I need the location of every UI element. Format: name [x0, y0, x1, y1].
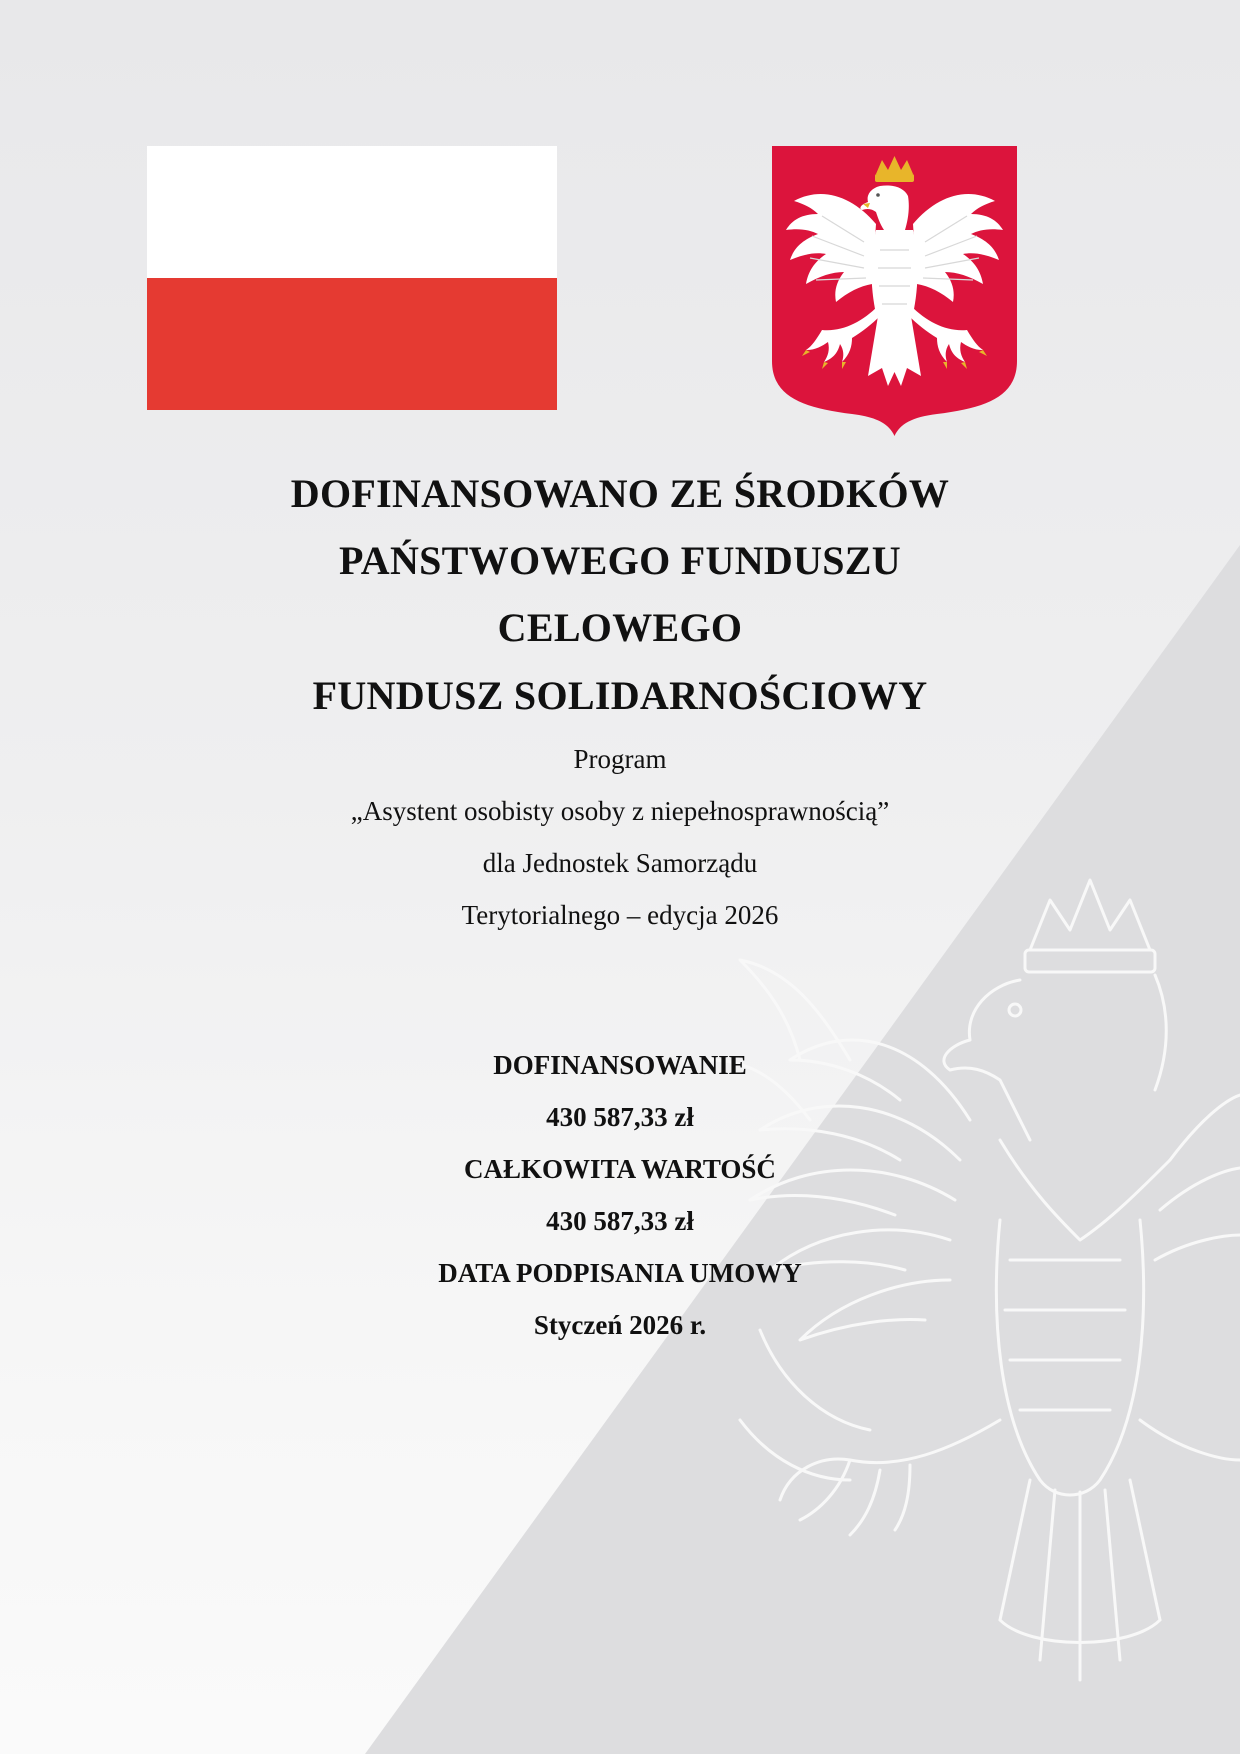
polish-flag-icon — [147, 146, 557, 410]
signing-date-value: Styczeń 2026 r. — [533, 1310, 707, 1340]
program-label: Program — [573, 744, 667, 774]
title-line-1: DOFINANSOWANO ZE ŚRODKÓW — [290, 471, 950, 516]
eagle-watermark-icon — [700, 860, 1240, 1754]
title-line-4: FUNDUSZ SOLIDARNOŚCIOWY — [312, 673, 928, 718]
funding-label: DOFINANSOWANIE — [493, 1050, 747, 1080]
flag-red-stripe — [147, 278, 557, 410]
total-value-amount: 430 587,33 zł — [546, 1206, 694, 1236]
total-value-label: CAŁKOWITA WARTOŚĆ — [464, 1154, 776, 1184]
program-line-3: dla Jednostek Samorządu — [482, 848, 758, 878]
signing-date-label: DATA PODPISANIA UMOWY — [438, 1258, 802, 1288]
program-name: „Asystent osobisty osoby z niepełnosprawnością” — [350, 796, 890, 826]
program-line-4: Terytorialnego – edycja 2026 — [461, 900, 779, 930]
title-line-2: PAŃSTWOWEGO FUNDUSZU — [339, 538, 901, 583]
polish-eagle-emblem-icon — [772, 146, 1017, 436]
flag-white-stripe — [147, 146, 557, 278]
funding-value: 430 587,33 zł — [546, 1102, 694, 1132]
title-line-3: CELOWEGO — [497, 605, 743, 650]
